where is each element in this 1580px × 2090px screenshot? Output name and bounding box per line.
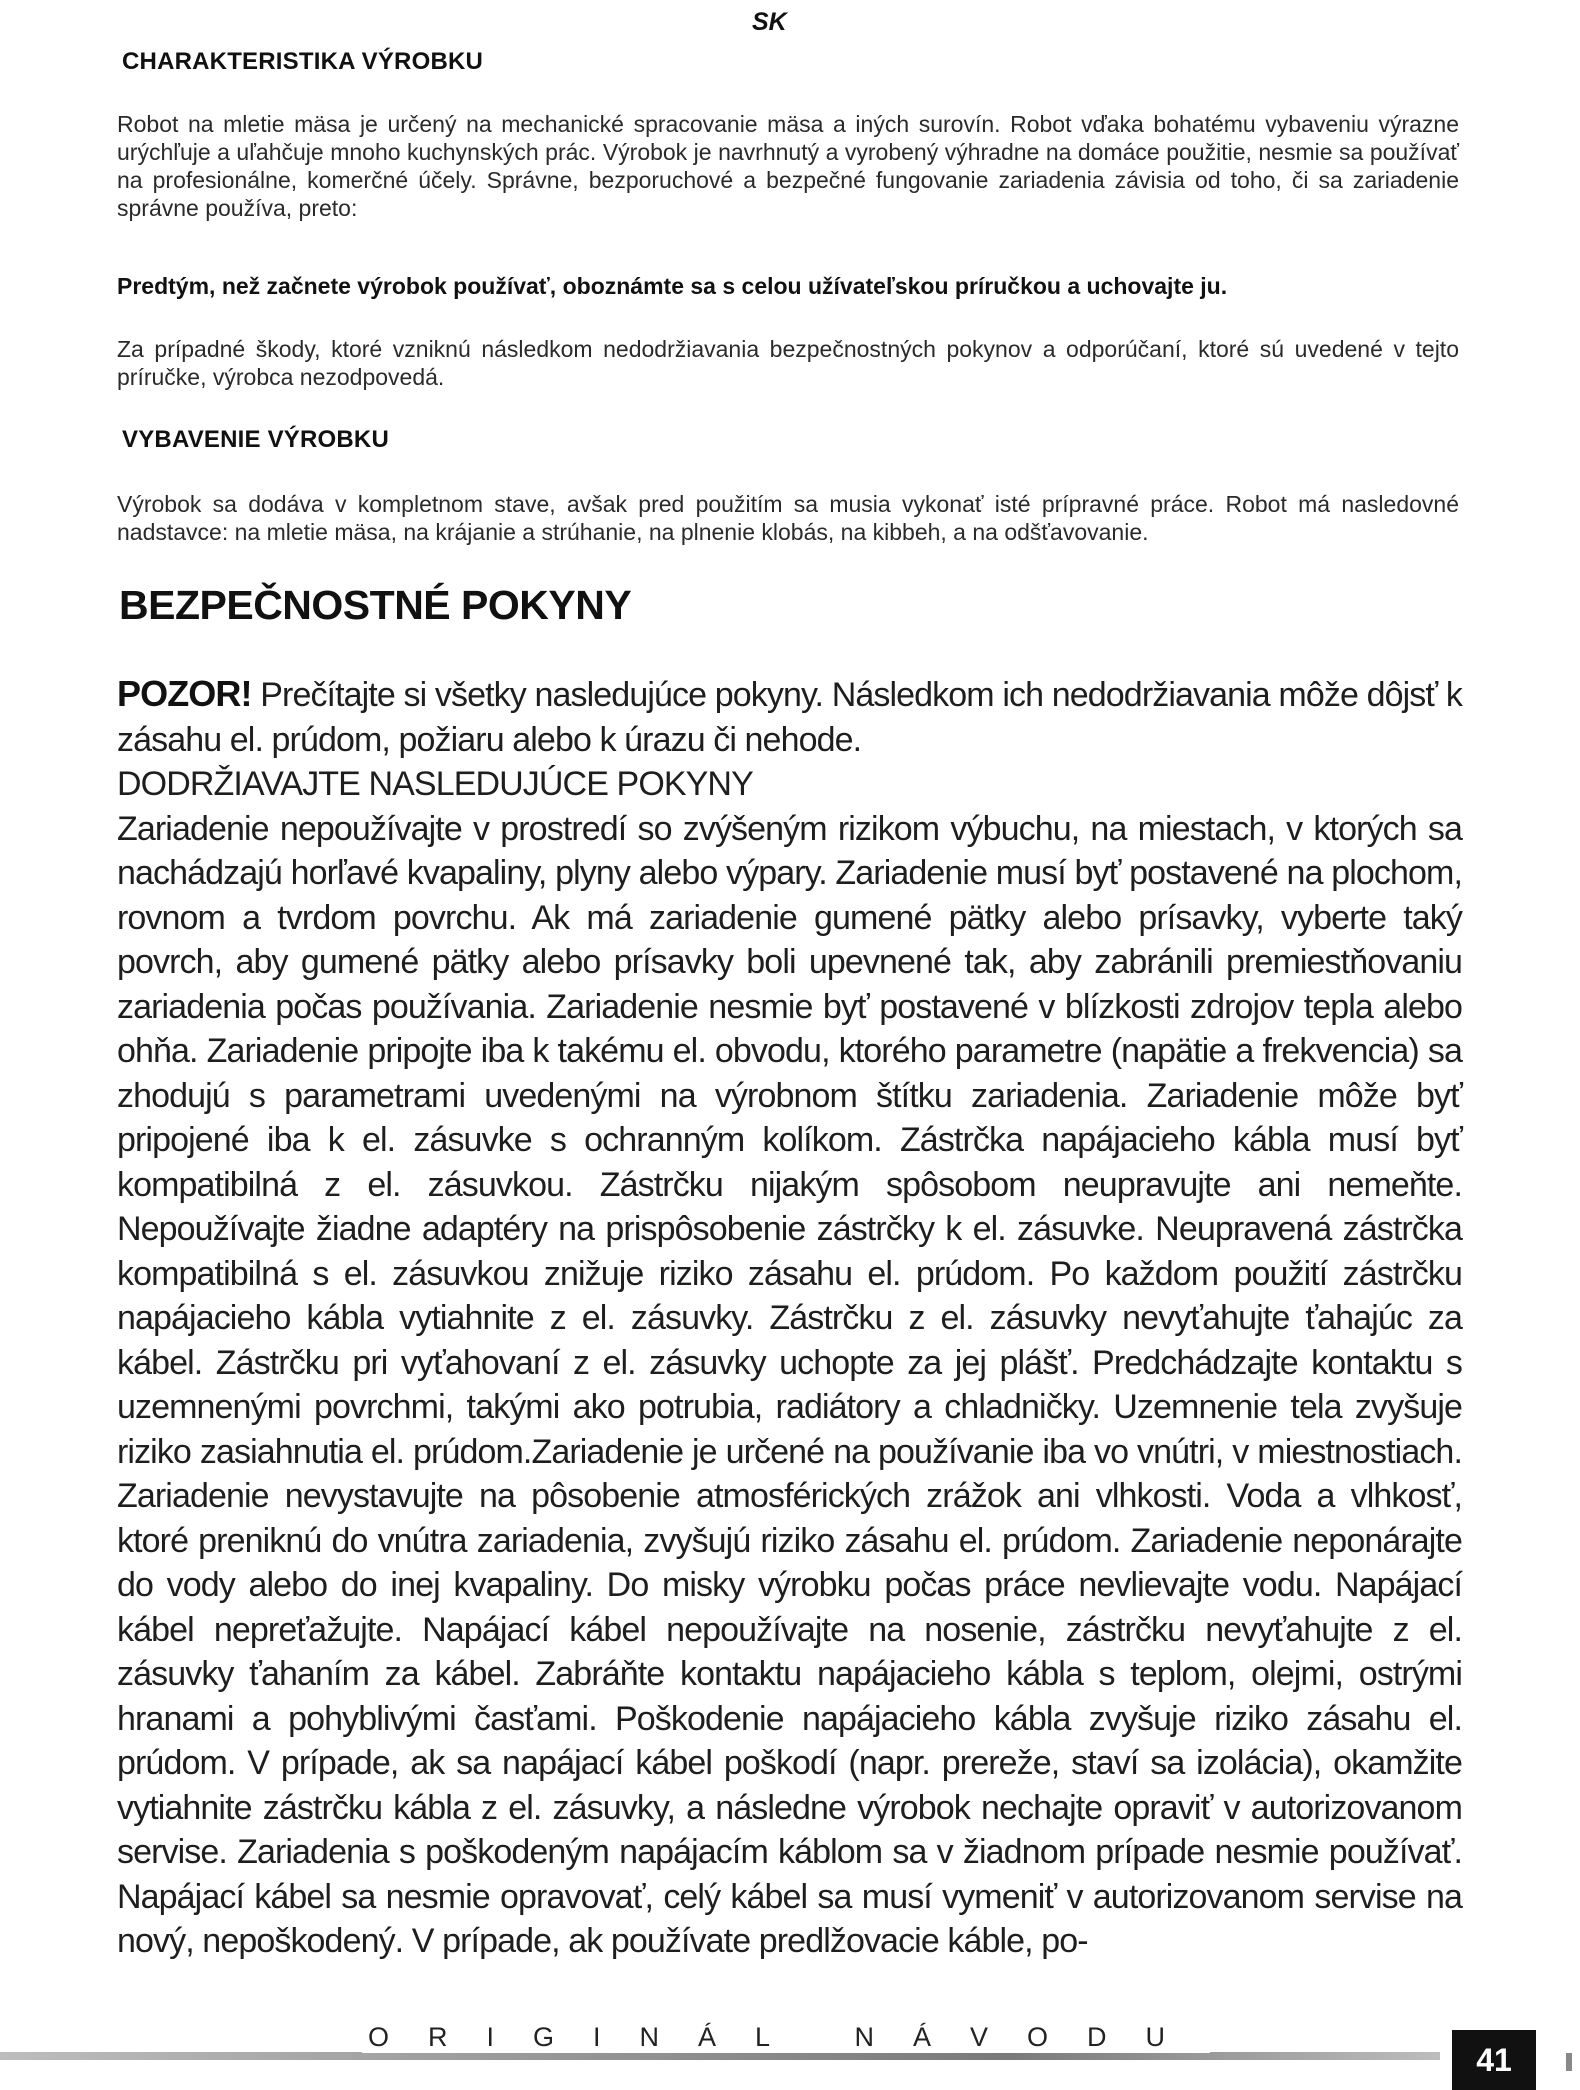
safety-instructions	[117, 672, 1462, 1964]
characteristics-paragraph: Robot na mletie mäsa je určený na mechanické spracovanie mäsa a iných surovín. Robot vďaka bohatému vybaveniu výrazne urýchľuje a uľahčuje mnoho kuchynských prác. Výrobok je navrhnutý a vyrobený výhradne na domáce použitie, nesmie sa používať na profesionálne, komerčné účely. Správne, bezporuchové a bezpečné fungovanie zariadenia závisia od toho, či sa zariadenie správne používa, preto:	[117, 111, 1459, 221]
equipment-paragraph: Výrobok sa dodáva v kompletnom stave, avšak pred použitím sa musia vykonať isté prípravné práce. Robot má nasledovné nadstavce: na mletie mäsa, na krájanie a strúhanie, na plnenie klobás, na kibbeh, a na odšťavovanie.	[117, 491, 1459, 545]
warning-label: POZOR!	[117, 673, 252, 714]
language-code: SK	[752, 8, 787, 36]
footer-bar	[0, 2052, 1440, 2060]
page-number: 41	[1452, 2030, 1536, 2090]
section-title-characteristics: CHARAKTERISTIKA VÝROBKU	[122, 48, 484, 75]
section-title-equipment: VYBAVENIE VÝROBKU	[122, 426, 390, 453]
section-title-safety: BEZPEČNOSTNÉ POKYNY	[119, 582, 632, 628]
follow-instructions-heading: DODRŽIAVAJTE NASLEDUJÚCE POKYNY	[117, 765, 753, 803]
warning-intro: Prečítajte si všetky nasledujúce pokyny. Následkom ich nedodržiavania môže dôjsť k zásahu el. prúdom, požiaru alebo k úrazu či nehode.	[117, 676, 1462, 759]
read-manual-notice: Predtým, než začnete výrobok používať, oboznámte sa s celou užívateľskou príručkou a uchovajte ju.	[117, 273, 1228, 299]
edge-mark	[1566, 2053, 1572, 2071]
liability-paragraph: Za prípadné škody, ktoré vzniknú následkom nedodržiavania bezpečnostných pokynov a odporúčaní, ktoré sú uvedené v tejto príručke, výrobca nezodpovedá.	[117, 336, 1459, 390]
footer-title: ORIGINÁL NÁVODU	[362, 2022, 1210, 2053]
safety-body-text: Zariadenie nepoužívajte v prostredí so zvýšeným rizikom výbuchu, na miestach, v ktorých sa nachádzajú horľavé kvapaliny, plyny alebo výpary. Zariadenie musí byť postavené na plochom, rovnom a tvrdom povrchu. Ak má zariadenie gumené pätky alebo prísavky, vyberte taký povrch, aby gumené pätky alebo prísavky boli upevnené tak, aby zabránili premiestňovaniu zariadenia počas používania. Zariadenie nesmie byť postavené v blízkosti zdrojov tepla alebo ohňa. Zariadenie pripojte iba k takému el. obvodu, ktorého parametre (napätie a frekvencia) sa zhodujú s parametrami uvedenými na výrobnom štítku zariadenia. Zariadenie môže byť pripojené iba k el. zásuvke s ochranným kolíkom. Zástrčka napájacieho kábla musí byť kompatibilná z el. zásuvkou. Zástrčku nijakým spôsobom neupravujte ani nemeňte. Nepoužívajte žiadne adaptéry na prispôsobenie zástrčky k el. zásuvke. Neupravená zástrčka kompatibilná s el. zásuvkou znižuje riziko zásahu el. prúdom. Po každom použití zástrčku napájacieho kábla vytiahnite z el. zásuvky. Zástrčku z el. zásuvky nevyťahujte ťahajúc za kábel. Zástrčku pri vyťahovaní z el. zásuvky uchopte za jej plášť. Predchádzajte kontaktu s uzemnenými povrchmi, takými ako potrubia, radiátory a chladničky. Uzemnenie tela zvyšuje riziko zasiahnutia el. prúdom.Zariadenie je určené na používanie iba vo vnútri, v miestnostiach. Zariadenie nevystavujte na pôsobenie atmosférických zrážok ani vlhkosti. Voda a vlhkosť, ktoré preniknú do vnútra zariadenia, zvyšujú riziko zásahu el. prúdom. Zariadenie neponárajte do vody alebo do inej kvapaliny. Do misky výrobku počas práce nevlievajte vodu. Napájací kábel nepreťažujte. Napájací kábel nepoužívajte na nosenie, zástrčku nevyťahujte z el. zásuvky ťahaním za kábel. Zabráňte kontaktu napájacieho kábla s teplom, olejmi, ostrými hranami a pohyblivými časťami. Poškodenie napájacieho kábla zvyšuje riziko zásahu el. prúdom. V prípade, ak sa napájací kábel poškodí (napr. prereže, staví sa izolácia), okamžite vytiahnite zástrčku kábla z el. zásuvky, a následne výrobok nechajte opraviť v autorizovanom servise. Zariadenia s poškodeným napájacím káblom sa v žiadnom prípade nesmie používať. Napájací kábel sa nesmie opravovať, celý kábel sa musí vymeniť v autorizovanom servise na nový, nepoškodený. V prípade, ak používate predlžovacie káble, po-	[117, 809, 1462, 1960]
